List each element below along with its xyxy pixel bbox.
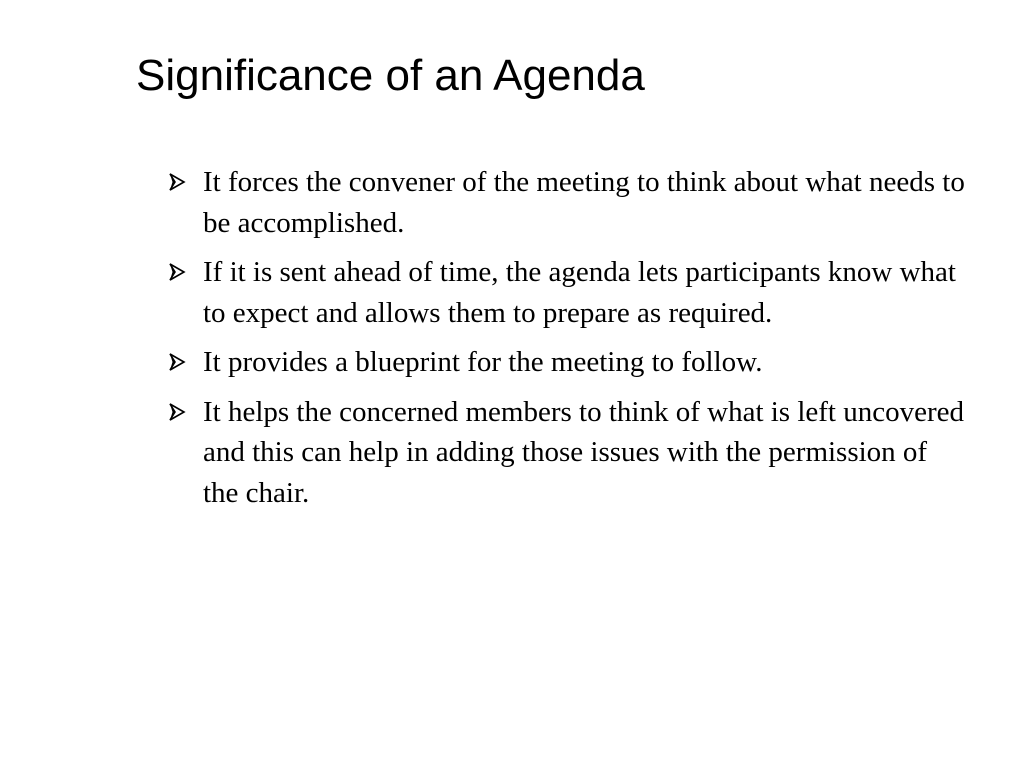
bullet-text: It helps the concerned members to think of what is left uncovered and this can help in adding those issues with the permission of the chair. xyxy=(203,395,965,509)
slide-title: Significance of an Agenda xyxy=(136,51,645,100)
arrowhead-bullet-icon xyxy=(168,353,186,371)
bullet-list xyxy=(168,162,968,522)
arrowhead-bullet-icon xyxy=(168,403,186,421)
bullet-text: It provides a blueprint for the meeting to follow. xyxy=(203,346,763,378)
bullet-item xyxy=(168,162,968,243)
arrowhead-bullet-icon xyxy=(168,263,186,281)
bullet-item xyxy=(168,252,968,333)
bullet-item xyxy=(168,392,968,514)
bullet-text: If it is sent ahead of time, the agenda lets participants know what to expect and allows them to prepare as required. xyxy=(203,256,956,329)
bullet-item xyxy=(168,342,968,383)
arrowhead-bullet-icon xyxy=(168,173,186,191)
bullet-text: It forces the convener of the meeting to think about what needs to be accomplished. xyxy=(203,166,965,239)
